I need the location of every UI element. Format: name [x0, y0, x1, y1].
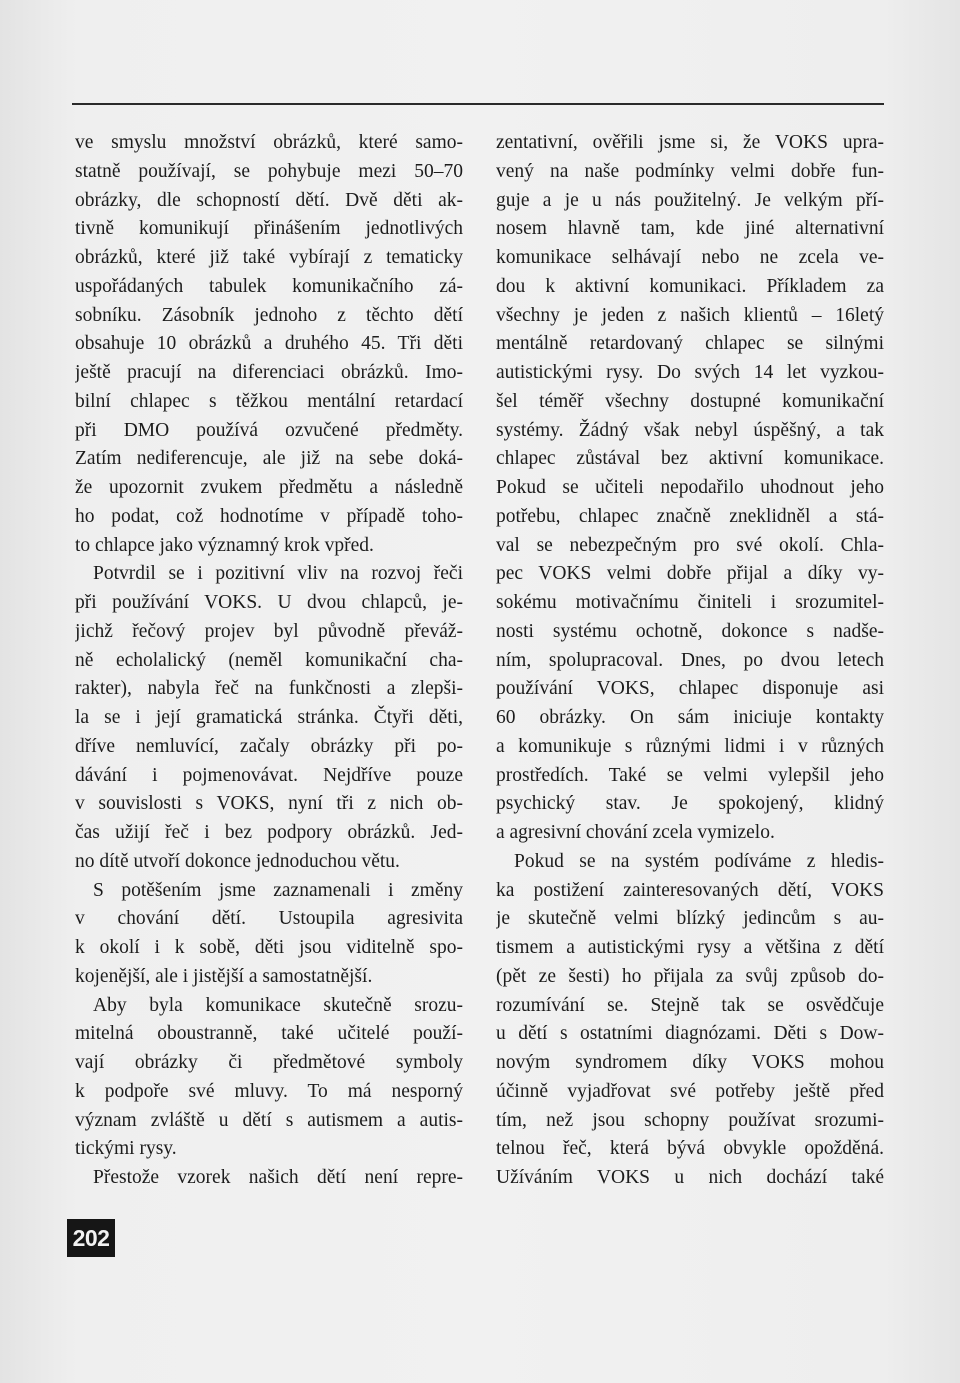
- text-line: komunikace selhávají nebo ne zcela ve-: [496, 247, 884, 268]
- text-line: autistickými rysy. Do svých 14 let vyzkou-: [496, 362, 884, 383]
- text-line: S potěšením jsme zaznamenali i změny: [93, 879, 463, 901]
- text-line: guje a je u nás použitelný. Je velkým pří-: [496, 189, 884, 211]
- text-line: 60 obrázky. On sám iniciuje kontakty: [496, 707, 884, 728]
- text-line: obrázky, dle schopností dětí. Dvě děti ak-: [75, 189, 463, 211]
- text-line: mentálně retardovaný chlapec se silnými: [496, 333, 884, 355]
- left-text-column: [75, 129, 463, 1193]
- text-line: rakter), nabyla řeč na funkčnosti a zlepši-: [75, 678, 463, 700]
- text-line: Pokud se učiteli nepodařilo uhodnout jeho: [496, 477, 884, 498]
- text-line: sokému motivačnímu činiteli i srozumitel-: [496, 592, 884, 613]
- header-rule: [72, 103, 884, 105]
- text-line: a komunikuje s různými lidmi i v různých: [496, 735, 884, 757]
- text-line: (pět ze šesti) ho přijala za svůj způsob do-: [496, 965, 884, 987]
- text-line: potřebu, chlapec značně zneklidněl a stá-: [496, 505, 884, 527]
- text-line: kojenější, ale i jistější a samostatnější.: [75, 965, 373, 987]
- text-line: při DMO používá ozvučené předměty.: [75, 419, 463, 441]
- text-line: ním, spolupracoval. Dnes, po dvou letech: [496, 649, 884, 671]
- text-line: prostředích. Také se velmi vylepšil jeho: [496, 764, 884, 786]
- text-line: k podpoře své mluvy. To má nesporný: [75, 1080, 463, 1102]
- text-line: rozumívání se. Stejně tak se osvědčuje: [496, 994, 884, 1016]
- text-line: tivně komunikují přinášením jednotlivých: [75, 218, 463, 240]
- text-line: novým syndromem díky VOKS mohou: [496, 1052, 884, 1073]
- text-line: tismem a autistickými rysy a většina z dětí: [496, 937, 884, 958]
- text-line: chlapec zůstával bez aktivní komunikace.: [496, 448, 884, 470]
- page-number: 202: [67, 1219, 115, 1257]
- text-line: vený na naše podmínky velmi dobře fun-: [496, 160, 884, 182]
- text-line: to chlapce jako významný krok vpřed.: [75, 534, 374, 556]
- text-line: tím, než jsou schopny používat srozumi-: [496, 1109, 884, 1131]
- text-line: Přestože vzorek našich dětí není repre-: [93, 1167, 463, 1188]
- text-line: Užíváním VOKS u nich dochází také: [496, 1167, 884, 1188]
- text-line: dou k aktivní komunikaci. Příkladem za: [496, 275, 884, 297]
- text-line: čas užijí řeč i bez podpory obrázků. Jed-: [75, 822, 463, 843]
- text-line: význam zvláště u dětí s autismem a autis-: [75, 1109, 463, 1131]
- text-line: uspořádaných tabulek komunikačního zá-: [75, 275, 463, 297]
- text-line: všechny je jeden z našich klientů – 16letý: [496, 304, 884, 326]
- text-line: u dětí s ostatními diagnózami. Děti s Dow-: [496, 1023, 884, 1045]
- text-line: Potvrdil se i pozitivní vliv na rozvoj řeči: [93, 563, 463, 585]
- text-line: dávání i pojmenovávat. Nejdříve pouze: [75, 764, 463, 786]
- text-line: sobníku. Zásobník jednoho z těchto dětí: [75, 304, 463, 326]
- text-line: nosti systému ochotně, dokonce s nadše-: [496, 620, 884, 642]
- text-line: používání VOKS, chlapec disponuje asi: [496, 678, 884, 700]
- text-line: k okolí i k sobě, děti jsou viditelně spo-: [75, 937, 463, 958]
- text-line: jichž řečový projev byl původně převáž-: [75, 620, 463, 642]
- text-line: systémy. Žádný však nebyl úspěšný, a tak: [496, 419, 884, 441]
- text-line: tickými rysy.: [75, 1138, 177, 1160]
- text-line: že upozornit zvukem předmětu a následně: [75, 477, 463, 498]
- text-line: a agresivní chování zcela vymizelo.: [496, 822, 775, 843]
- text-line: účinně vyjadřovat své potřeby ještě před: [496, 1080, 884, 1102]
- text-line: psychický stav. Je spokojený, klidný: [496, 793, 884, 815]
- text-line: obrázků, které již také vybírají z tematicky: [75, 247, 463, 268]
- text-line: ka postižení zainteresovaných dětí, VOKS: [496, 879, 884, 901]
- text-line: vají obrázky či předmětové symboly: [75, 1052, 463, 1073]
- text-line: pec VOKS velmi dobře přijal a díky vy-: [496, 563, 884, 585]
- text-line: la se i její gramatická stránka. Čtyři děti,: [75, 707, 463, 728]
- text-line: nosem hlavně tam, kde jiné alternativní: [496, 218, 884, 240]
- text-line: je skutečně velmi blízký jedincům s au-: [496, 908, 884, 930]
- text-line: ve smyslu množství obrázků, které samo-: [75, 132, 463, 153]
- text-line: Aby byla komunikace skutečně srozu-: [93, 994, 463, 1016]
- text-line: šel téměř všechny dostupné komunikační: [496, 390, 884, 412]
- text-line: dříve nemluvící, začaly obrázky při po-: [75, 735, 463, 757]
- text-line: statně používají, se pohybuje mezi 50–70: [75, 160, 463, 182]
- text-line: val se nebezpečným pro své okolí. Chla-: [496, 534, 884, 556]
- text-line: no dítě utvoří dokonce jednoduchou větu.: [75, 850, 400, 872]
- text-line: mitelná oboustranně, také učitelé použí-: [75, 1023, 463, 1045]
- right-text-column: [496, 129, 884, 1193]
- text-line: Zatím nediferencuje, ale již na sebe doká-: [75, 448, 463, 470]
- text-line: zentativní, ověřili jsme si, že VOKS upra-: [496, 132, 884, 153]
- text-line: telnou řeč, která bývá obvykle opožděná.: [496, 1138, 884, 1160]
- text-line: bilní chlapec s těžkou mentální retardací: [75, 390, 463, 412]
- text-line: v chování dětí. Ustoupila agresivita: [75, 908, 463, 930]
- text-line: ně echolalický (neměl komunikační cha-: [75, 649, 463, 671]
- text-line: obsahuje 10 obrázků a druhého 45. Tři děti: [75, 333, 463, 355]
- text-line: ještě pracují na diferenciaci obrázků. Imo-: [75, 362, 463, 383]
- text-line: ho podat, což hodnotíme v případě toho-: [75, 505, 463, 527]
- text-line: v souvislosti s VOKS, nyní tři z nich ob-: [75, 793, 463, 815]
- text-line: Pokud se na systém podíváme z hledis-: [514, 850, 884, 872]
- text-line: při používání VOKS. U dvou chlapců, je-: [75, 592, 463, 613]
